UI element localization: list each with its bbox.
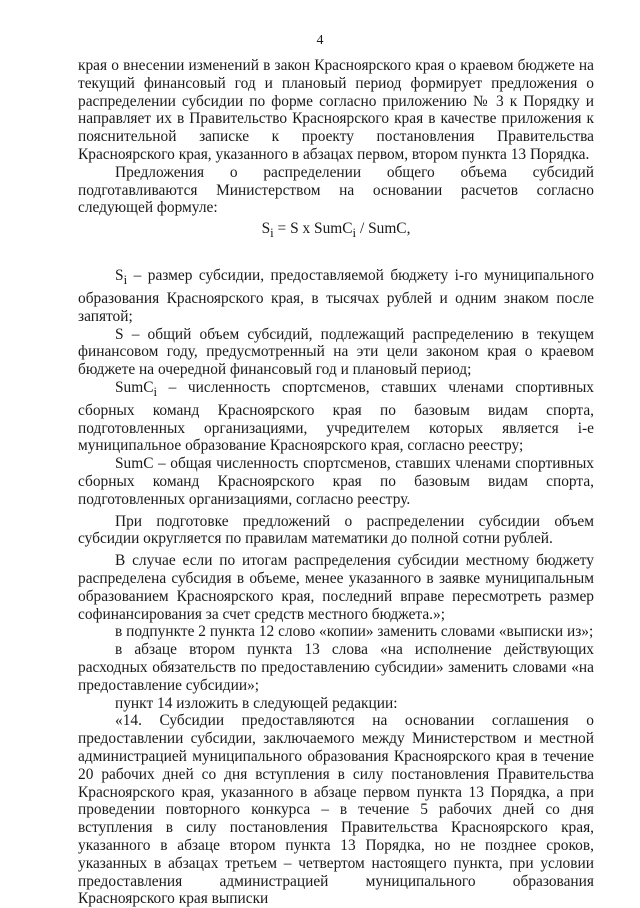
formula-lhs: S bbox=[261, 220, 271, 238]
definition-sumci-text: – численность спортсменов, ставших членами спортивных сборных команд Красноярского края по базовым видам спорта, подготовленных организациями, учредителем которых является i-е муниципальное образование Красноярского края, согласно реестру; bbox=[78, 378, 594, 455]
formula-mid-subscript: i bbox=[352, 226, 357, 241]
formula-mid: = S x SumC bbox=[273, 220, 353, 238]
definition-sumci-subscript: i bbox=[153, 384, 158, 399]
definition-si-subscript: i bbox=[123, 273, 128, 288]
document-body bbox=[78, 57, 594, 908]
definition-sumc: SumC – общая численность спортсменов, ставших членами спортивных сборных команд Красноярского края по базовым видам спорта, подготовленных организациями, согласно реестру. bbox=[78, 455, 594, 508]
definition-sumci-symbol: SumC bbox=[115, 378, 154, 396]
formula-lhs-subscript: i bbox=[270, 226, 274, 241]
paragraph-amendment-13: в абзаце втором пункта 13 слова «на исполнение действующих расходных обязательств по предоставлению субсидии» заменить словами «на предоставление субсидии»; bbox=[78, 641, 594, 694]
definition-s: S – общий объем субсидий, подлежащий распределению в текущем финансовом году, предусмотренный на эти цели законом края о краевом бюджете на очередной финансовый год и плановый период; bbox=[78, 325, 594, 379]
formula-rhs: / SumC, bbox=[356, 220, 411, 238]
paragraph-cofinancing: В случае если по итогам распределения субсидии местному бюджету распределена субсидия в объеме, менее указанного в заявке муниципальным образованием Красноярского края, последний вправе пересмотреть размер софинансирования за счет средств местного бюджета.»; bbox=[78, 552, 594, 623]
paragraph-amendment-12: в подпункте 2 пункта 12 слово «копии» заменить словами «выписки из»; bbox=[115, 623, 594, 641]
paragraph-rounding: При подготовке предложений о распределении субсидии объем субсидии округляется по правилам математики до полной сотни рублей. bbox=[78, 512, 594, 548]
definition-si-symbol: S bbox=[115, 267, 124, 285]
subsidy-formula bbox=[78, 220, 594, 243]
definition-si-text: – размер субсидии, предоставляемой бюджету i-го муниципального образования Красноярского края, в тысячах рублей и одним знаком после запятой; bbox=[78, 267, 594, 325]
definition-si bbox=[78, 267, 594, 325]
paragraph-proposals-intro: Предложения о распределении общего объема субсидий подготавливаются Министерством на основании расчетов согласно следующей формуле: bbox=[78, 163, 594, 217]
paragraph-point-14: «14. Субсидии предоставляются на основании соглашения о предоставлении субсидии, заключаемого между Министерством и местной администрацией муниципального образования Красноярского края в течение 20 рабочих дней со дня вступления в силу постановления Правительства Красноярского края, указанного в абзаце первом пункта 13 Порядка, а при проведении повторного конкурса – в течение 5 рабочих дней со дня вступления в силу постановления Правительства Красноярского края, указанного в абзаце втором пункта 13 Порядка, но не позднее сроков, указанных в абзацах третьем – четвертом настоящего пункта, при условии предоставления администрацией муниципального образования Красноярского края выписки bbox=[78, 712, 594, 908]
definition-sumci bbox=[78, 379, 594, 455]
paragraph-continuation: края о внесении изменений в закон Красноярского края о краевом бюджете на текущий финансовый год и плановый период формирует предложения о распределении субсидии по форме согласно приложению № 3 к Порядку и направляет их в Правительство Красноярского края в качестве приложения к пояснительной записке к проекту постановления Правительства Красноярского края, указанного в абзацах первом, втором пункта 13 Порядка. bbox=[78, 57, 594, 163]
page-number: 4 bbox=[316, 33, 324, 48]
paragraph-amendment-14-intro: пункт 14 изложить в следующей редакции: bbox=[115, 694, 398, 712]
